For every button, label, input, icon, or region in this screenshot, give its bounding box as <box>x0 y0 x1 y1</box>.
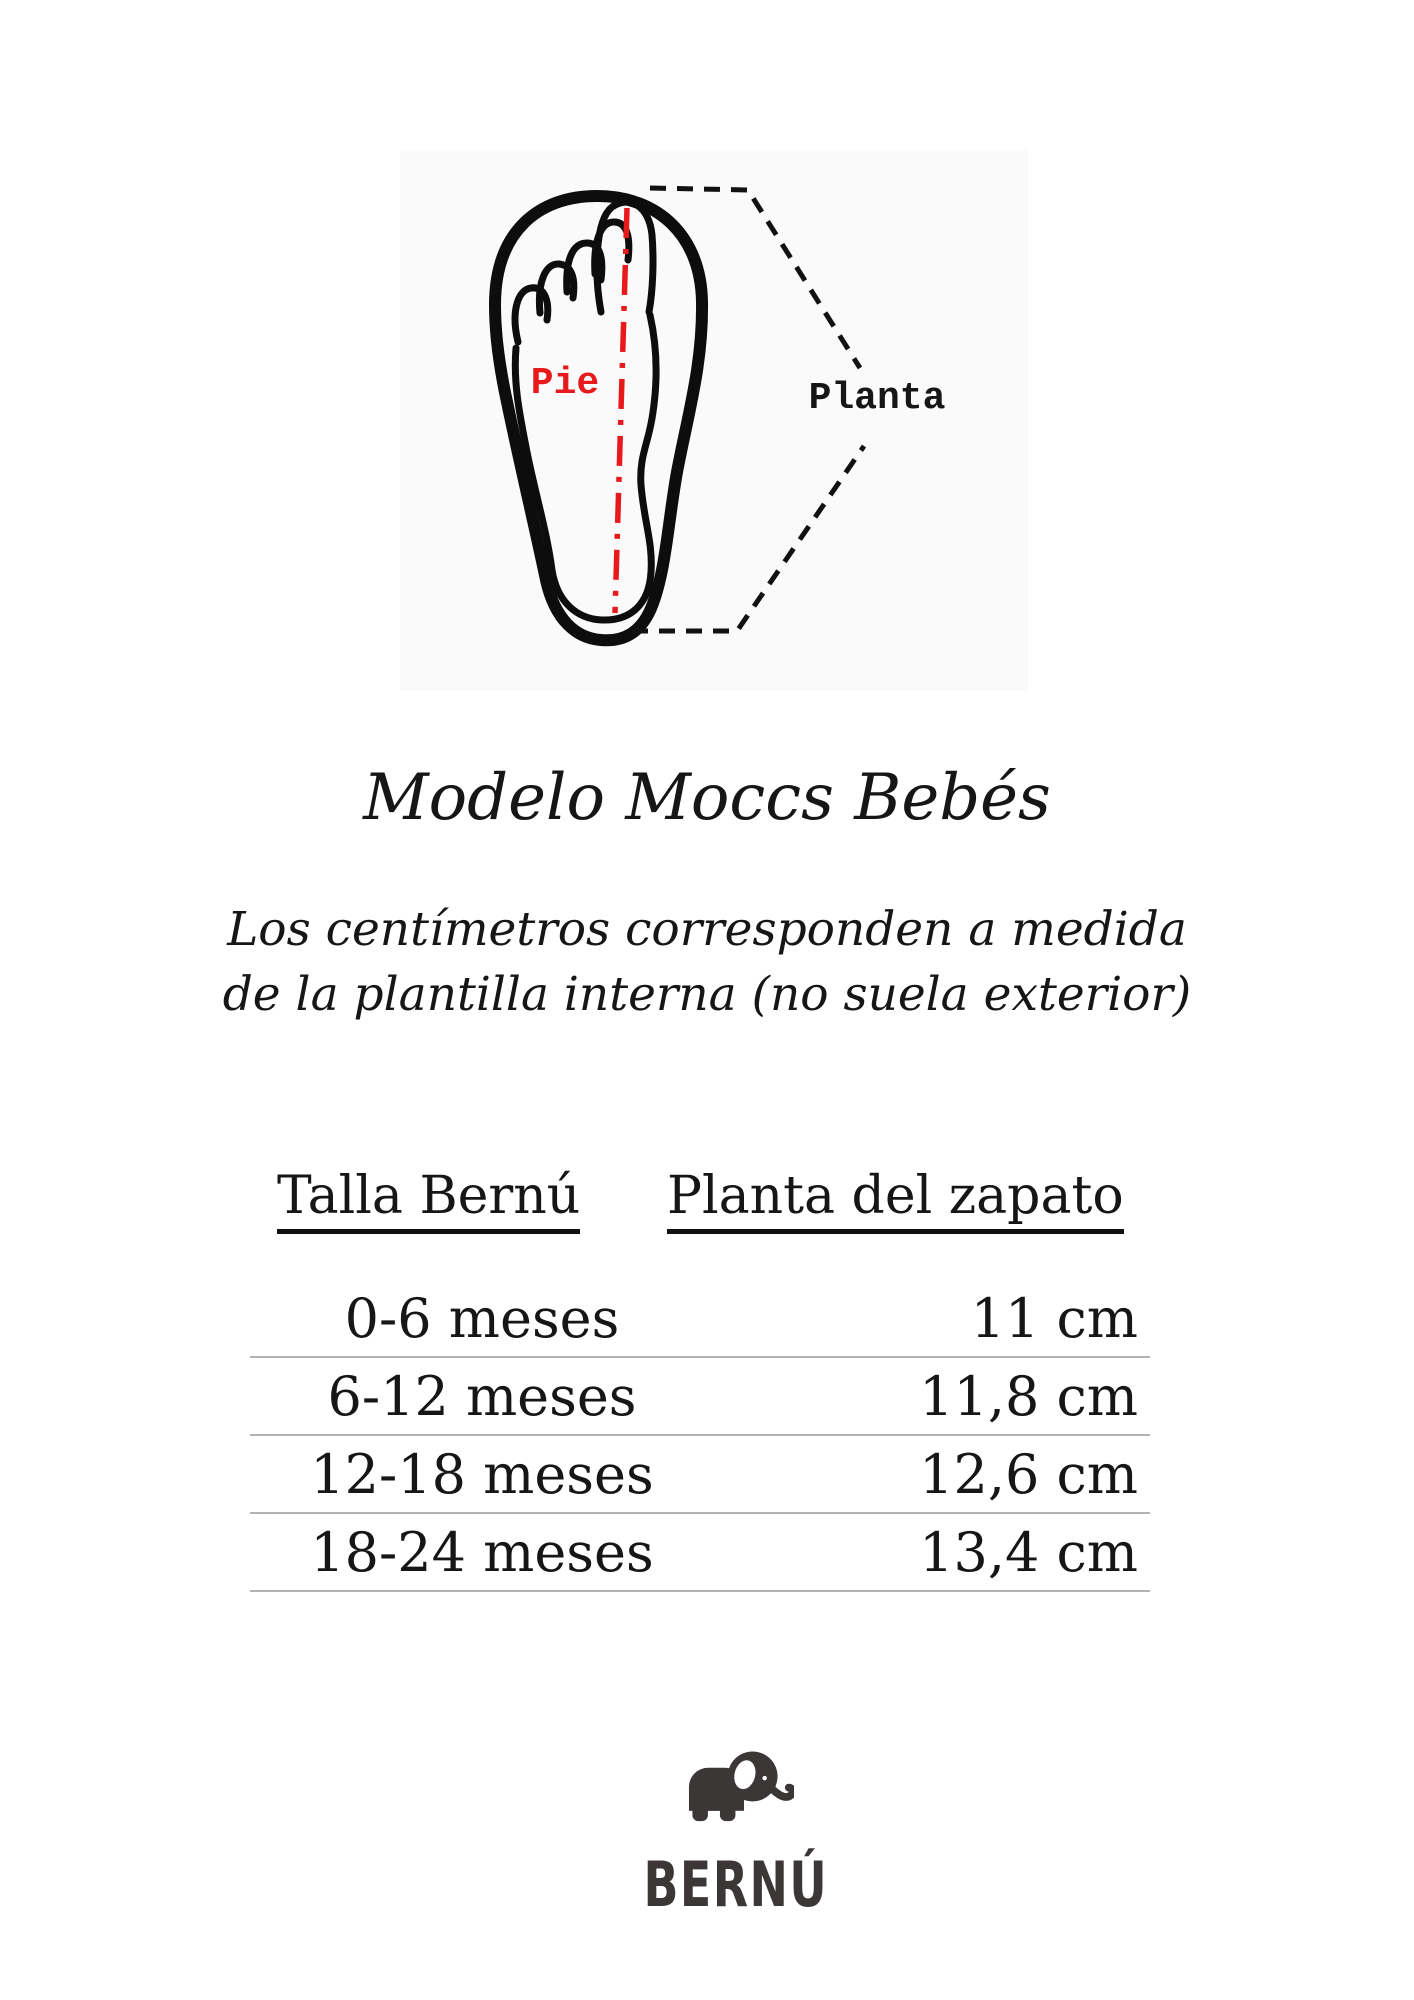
column-header-sole-length: Planta del zapato <box>667 1170 1124 1234</box>
measure-line <box>615 208 627 613</box>
foot-diagram-svg <box>400 150 1028 691</box>
brand-wordmark: BERNÚ <box>643 1848 829 1921</box>
sole-label: Planta <box>808 377 946 420</box>
length-cell: 12,6 cm <box>919 1442 1138 1506</box>
foot-outline <box>515 315 656 620</box>
table-row <box>250 1358 1150 1436</box>
table-row <box>250 1436 1150 1514</box>
subtitle-line-1: Los centímetros corresponden a medida <box>227 902 1187 957</box>
size-cell: 12-18 meses <box>310 1442 654 1506</box>
length-cell: 11 cm <box>970 1286 1138 1350</box>
page-subtitle <box>0 897 1414 1027</box>
length-cell: 11,8 cm <box>919 1364 1138 1428</box>
subtitle-line-2: de la plantilla interna (no suela exterior) <box>222 967 1192 1022</box>
page-title: Modelo Moccs Bebés <box>363 761 1051 835</box>
size-table <box>250 1280 1150 1592</box>
sole-pointer-top-dashed-line <box>650 188 860 368</box>
foot-measurement-diagram <box>400 150 1028 691</box>
elephant-icon <box>682 1742 794 1828</box>
size-cell: 0-6 meses <box>344 1286 620 1350</box>
size-cell: 18-24 meses <box>310 1520 654 1584</box>
length-cell: 13,4 cm <box>919 1520 1138 1584</box>
foot-label: Pie <box>530 362 600 405</box>
column-header-size: Talla Bernú <box>277 1170 580 1234</box>
table-row <box>250 1514 1150 1592</box>
foot-toes <box>515 202 653 342</box>
table-row <box>250 1280 1150 1358</box>
size-cell: 6-12 meses <box>327 1364 637 1428</box>
